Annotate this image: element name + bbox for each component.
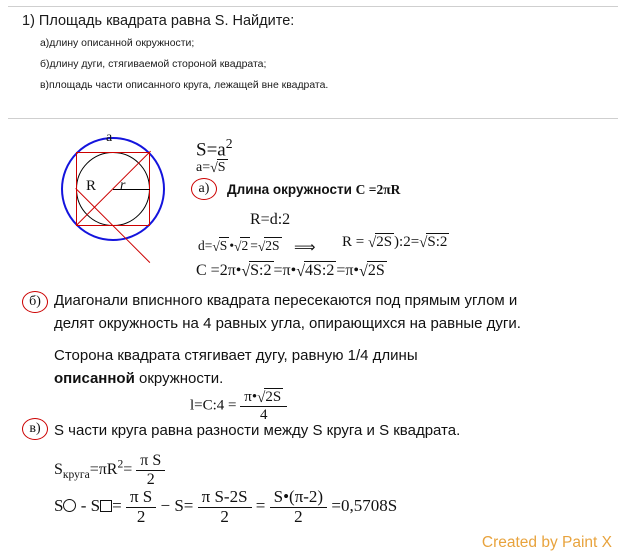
marker-a: а) [191,178,217,200]
task-line-3: в)площадь части описанного круга, лежащей вне квадрата. [40,80,329,92]
solution-b-line-2: делят окружность на 4 равных угла, опирающихся на равные дуги. [54,314,521,332]
formula-R-equals-d2: R=d:2 [250,211,291,228]
fraction-v-1 [126,488,156,526]
fraction-v-2-num: π S-2S [201,487,248,506]
divider-top [8,6,618,7]
fraction-v-1-den: 2 [126,507,156,527]
implication-arrow: ⟹ [294,240,314,256]
formula-C-final: C =2π•√S:2 =π•√4S:2 =π•√2S [196,262,385,280]
solution-b-bold-word: описанной [54,369,135,387]
solution-v-text [54,420,614,443]
square-symbol-icon [100,500,112,512]
fraction-v-1-num: π S [129,487,153,506]
geometry-figure [48,130,198,250]
label-circumference: Длина окружности C =2πR [227,182,401,197]
fraction-v-3 [270,488,327,526]
formula-R-final: R = √2S ):2=√S:2 [342,234,448,251]
task-statement [22,14,602,102]
formula-d: d=√S •√2 =√2S [198,238,280,254]
fraction-pi-s-num: π S [140,452,162,469]
figure-label-a: a [106,130,113,145]
solution-v-line-1: S части круга равна разности между S круга и S квадрата. [54,422,461,439]
formula-s-equals-a2: $S=a^2$ [196,136,233,161]
fraction-v-3-den: 2 [270,507,327,527]
fraction-arc-num: π•√2S [244,389,282,406]
fraction-v-3-num: S•(π-2) [273,487,324,506]
task-line-0: 1) Площадь квадрата равна S. Найдите: [22,13,295,29]
divider-middle [8,118,618,119]
marker-v: в) [22,418,48,440]
figure-label-R: R [86,178,97,194]
fraction-arc [240,389,287,423]
fraction-v-2-den: 2 [198,507,252,527]
figure-label-r: r [120,178,126,193]
solution-b-text [54,290,614,335]
solution-b-line-4: описанной окружности. [54,369,224,387]
solution-b-line-1: Диагонали вписнного квадрата пересекаются под прямым углом и [54,292,518,309]
formula-area-difference: S - S = $\frac{\text{π S}}{2}$ − S= $\frac{\text{π S-2S}}{2}$ = $\frac{S•(\pi-2)}{2}$ =0,5708S [54,487,398,526]
task-line-1: а)длину описанной окружности; [40,38,195,50]
formula-a-equals-sqrt-s: a=√S [196,160,226,176]
fraction-pi-s-den: 2 [136,470,165,489]
marker-b: б) [22,291,48,313]
formula-arc-length: l=C:4 = $\frac{\pi•√2S}{4}$ [190,389,287,423]
solution-b-line-3: Сторона квадрата стягивает дугу, равную 1/4 длины [54,347,418,364]
task-line-2: б)длину дуги, стягиваемой стороной квадрата; [40,59,267,71]
fraction-v-2 [198,488,252,526]
radius-segment [113,189,150,190]
watermark-created-by: Created by Paint X [481,534,612,551]
circle-symbol-icon [63,499,76,512]
formula-s-circle: $S_{круга}=\pi R^2=$ $\frac{\text{π S}}{2}$ [54,452,165,488]
fraction-arc-den: 4 [240,406,287,424]
fraction-pi-s [136,452,165,488]
solution-b-text-2 [54,345,614,390]
